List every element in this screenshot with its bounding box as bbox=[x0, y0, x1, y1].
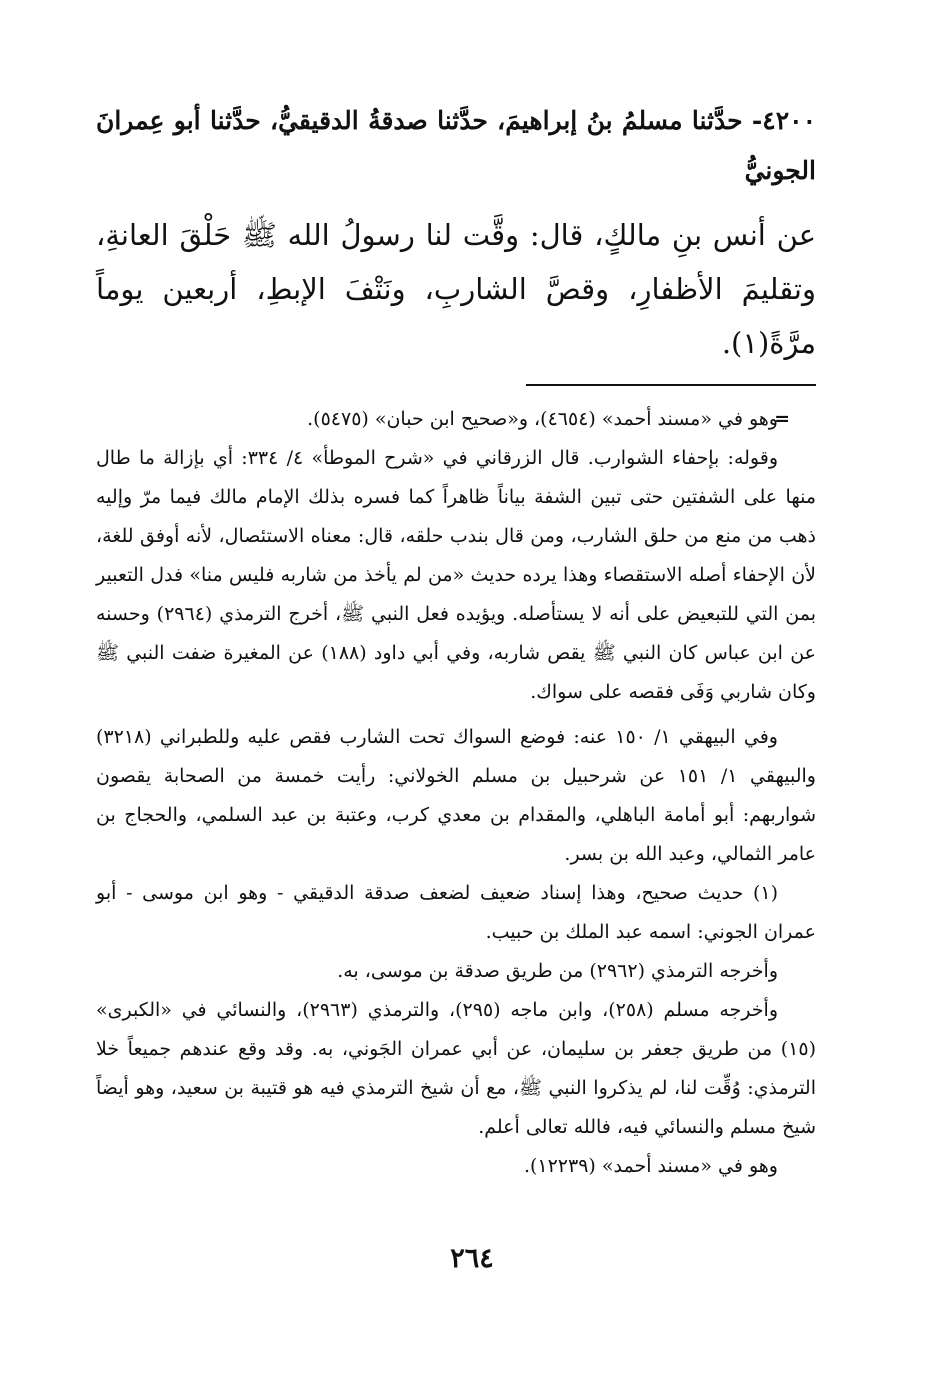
footnote-1: (١) حديث صحيح، وهذا إسناد ضعيف لضعف صدقة الدقيقي - وهو ابن موسى - أبو عمران الجوني: اسمه عبد الملك بن حبيب. bbox=[96, 882, 816, 943]
footnote-paragraph: وفي البيهقي ١/ ١٥٠ عنه: فوضع السواك تحت الشارب فقص عليه وللطبراني (٣٢١٨) والبيهقي ١/ ١٥١ عن شرحبيل بن مسلم الخولاني: رأيت خمسة من الصحابة يقصون شواربهم: أبو أمامة الباهلي، والمقدام بن معدي كرب، وعتبة بن عبد السلمي، والحجاج بن عامر الثمالي، وعبد الله بن بسر. bbox=[96, 726, 816, 865]
footnote-paragraph: وأخرجه مسلم (٢٥٨)، وابن ماجه (٢٩٥)، والترمذي (٢٩٦٣)، والنسائي في «الكبرى» (١٥) من طريق جعفر بن سليمان، عن أبي عمران الجَوني، به. وقد وقع عندهم جميعاً خلا الترمذي: وُقِّت لنا، لم يذكروا النبي ﷺ، مع أن شيخ الترمذي فيه هو قتيبة بن سعيد، وهو أيضاً شيخ مسلم والنسائي فيه، فالله تعالى أعلم. bbox=[96, 999, 816, 1138]
footnote-paragraph: وهو في «مسند أحمد» (١٢٢٣٩). bbox=[523, 1155, 778, 1177]
continuation-marker: = bbox=[774, 408, 790, 430]
footnote-continuation bbox=[96, 400, 816, 439]
footnote-paragraph: وأخرجه الترمذي (٢٩٦٢) من طريق صدقة بن موسى، به. bbox=[337, 960, 778, 982]
page-number: ٢٦٤ bbox=[450, 1243, 494, 1274]
book-page bbox=[96, 96, 816, 1186]
hadith-matn: عن أنس بنِ مالكٍ، قال: وقَّت لنا رسولُ الله ﷺ حَلْقَ العانةِ، وتقليمَ الأظفارِ، وقصَّ الشاربِ، ونَتْفَ الإبطِ، أربعين يوماً مرَّةً(١). bbox=[96, 218, 816, 360]
footnote-separator bbox=[526, 384, 816, 386]
footnote-paragraph: وقوله: بإحفاء الشوارب. قال الزرقاني في «شرح الموطأ» ٤/ ٣٣٤: أي بإزالة ما طال منها على الشفتين حتى تبين الشفة بياناً ظاهراً كما فسره بذلك الإمام مالك فيما مرّ وإليه ذهب من منع من حلق الشارب، ومن قال بندب حلقه، قال: معناه الاستئصال، لأنه أوفق للغة، لأن الإحفاء أصله الاستقصاء وهذا يرده حديث «من لم يأخذ من شاربه فليس منا» فدل التعبير بمن التي للتبعيض على أنه لا يستأصله. ويؤيده فعل النبي ﷺ، أخرج الترمذي (٢٩٦٤) وحسنه عن ابن عباس كان النبي ﷺ يقص شاربه، وفي أبي داود (١٨٨) عن المغيرة ضفت النبي ﷺ وكان شاربي وَفَى فقصه على سواك. bbox=[96, 447, 816, 703]
footnote-text: وهو في «مسند أحمد» (٤٦٥٤)، و«صحيح ابن حبان» (٥٤٧٥). bbox=[307, 408, 778, 430]
hadith-isnad: ٤٢٠٠- حدَّثنا مسلمُ بنُ إبراهيمَ، حدَّثنا صدقةُ الدقيقيُّ، حدَّثنا أبو عِمرانَ الجونيُّ bbox=[96, 106, 816, 185]
